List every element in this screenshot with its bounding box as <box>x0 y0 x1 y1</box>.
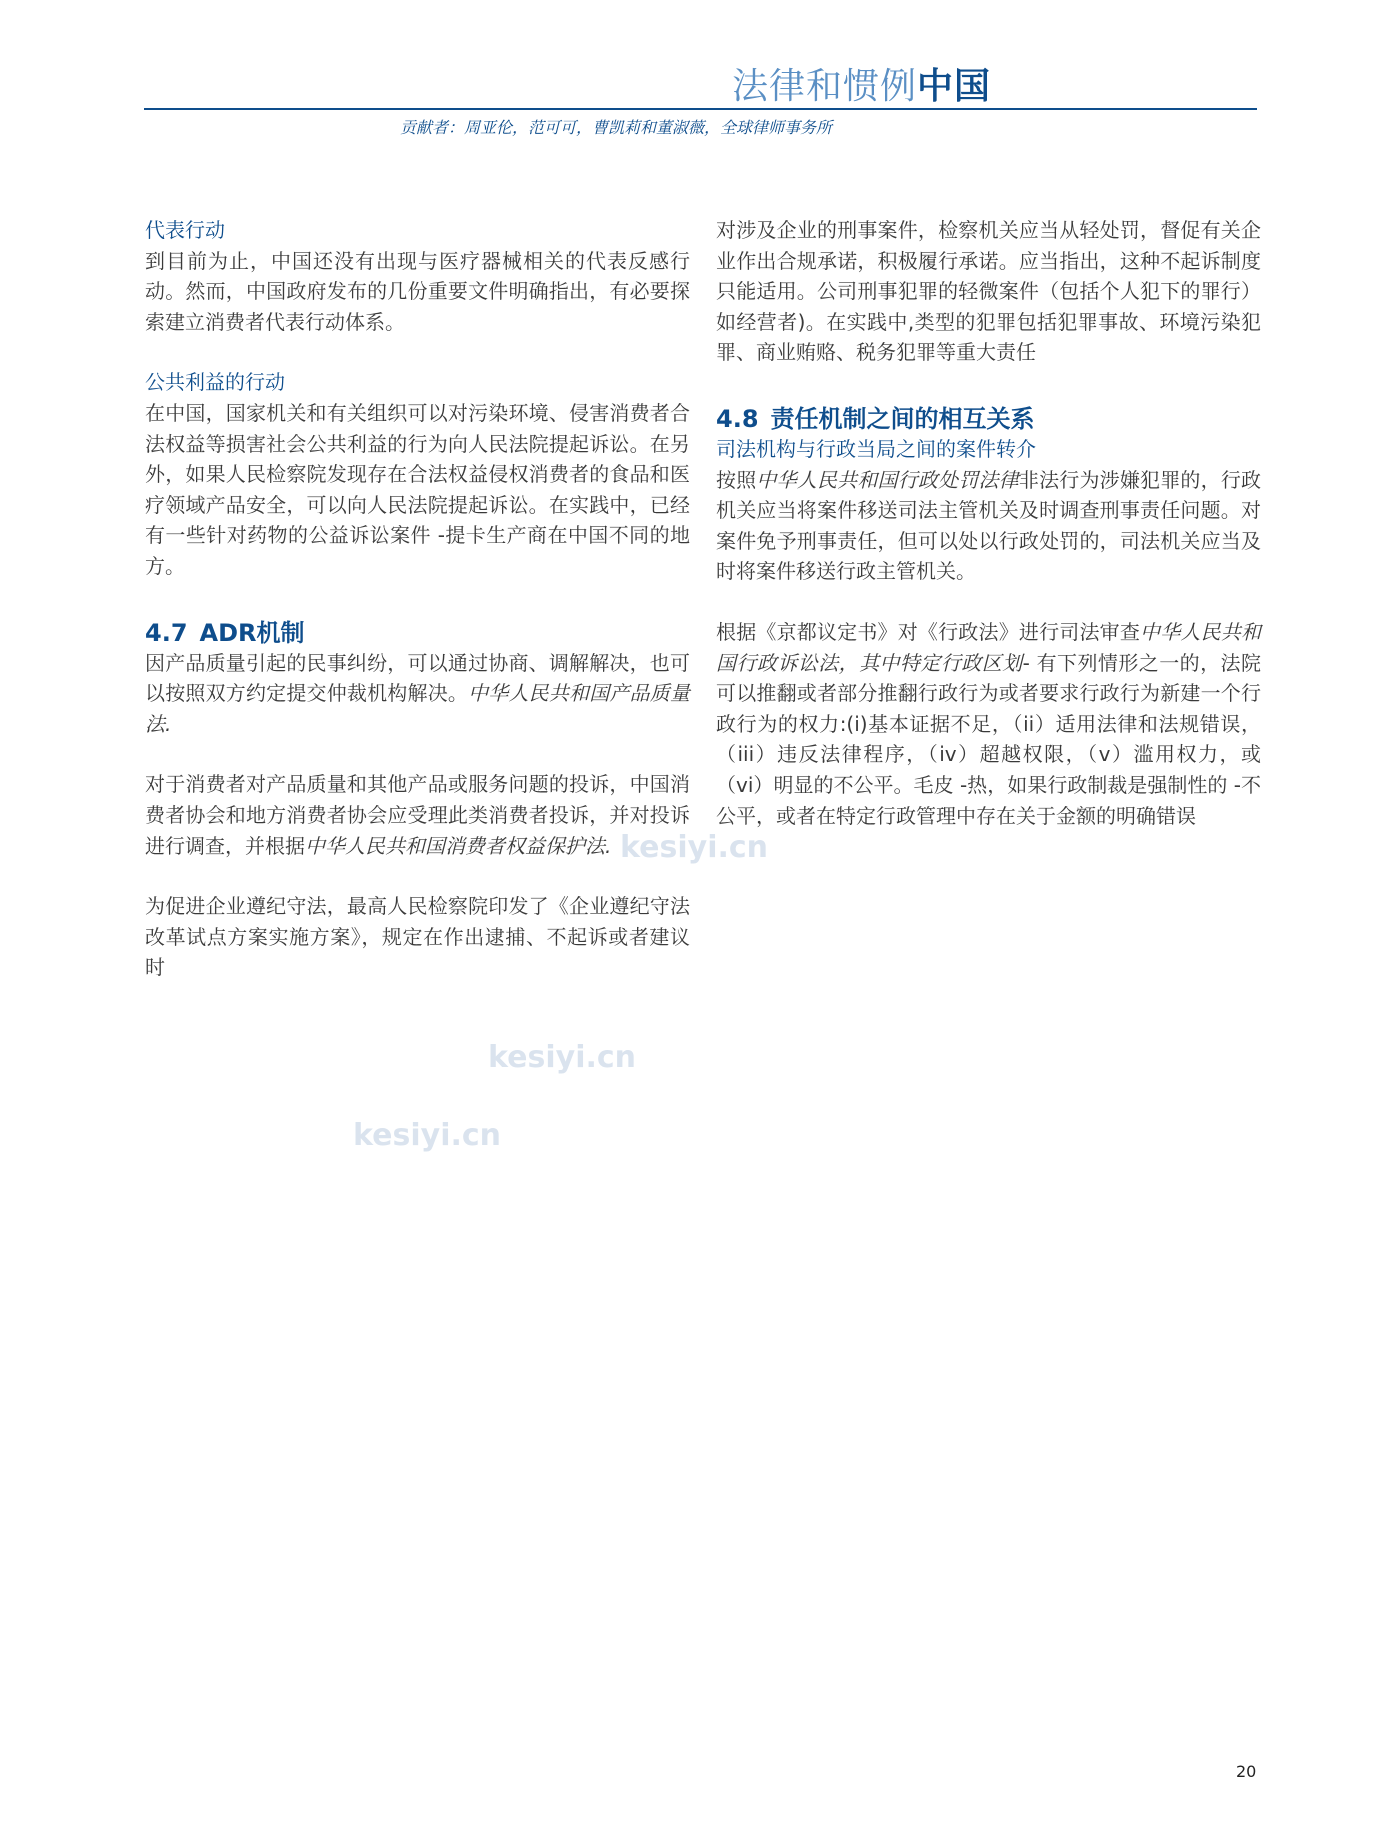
representative-action-body: 到目前为止，中国还没有出现与医疗器械相关的代表反感行动。然而，中国政府发布的几份重要文件明确指出，有必要探索建立消费者代表行动体系。 <box>145 248 690 334</box>
case-transfer-heading: 司法机构与行政当局之间的案件转介 <box>716 436 1036 461</box>
judicial-review-text-post: - 有下列情形之一的，法院可以推翻或者部分推翻行政行为或者要求行政行为新建一个行政行为的权力:(i)基本证据不足，（ii）适用法律和法规错误，（iii）违反法律程序，（iv）超越权限，（v）滥用权力，或（vi）明显的不公平。毛皮 -热，如果行政制裁是强制性的 -不公平，或者在特定行政管理中存在关于金额的明确错误 <box>716 650 1262 828</box>
watermark-text: kesiyi.cn <box>353 1118 502 1153</box>
public-interest-heading: 公共利益的行动 <box>145 370 285 395</box>
section-4-8-heading <box>716 404 1261 434</box>
judicial-review-text-pre: 根据《京都议定书》对《行政法》进行司法审查 <box>716 619 1141 644</box>
judicial-review-body <box>716 617 1261 831</box>
header-rule <box>144 108 1257 110</box>
watermark-text: kesiyi.cn <box>488 1040 637 1075</box>
header-title-plain: 法律和惯例 <box>732 66 918 107</box>
administrative-litigation-law-reference: 中华人民共和国行政诉讼法，其中特定行政区划 <box>716 619 1262 675</box>
consumer-complaint-text: 对于消费者对产品质量和其他产品或服务问题的投诉，中国消费者协会和地方消费者协会应受理此类消费者投诉，并对投诉进行调查，并根据 <box>145 772 690 858</box>
right-column <box>716 215 1261 831</box>
page-number: 20 <box>1236 1762 1257 1781</box>
header-title <box>732 58 991 109</box>
administrative-penalty-law-reference: 中华人民共和国行政处罚法律 <box>756 467 1019 492</box>
procuratorate-body: 为促进企业遵纪守法，最高人民检察院印发了《企业遵纪守法改革试点方案实施方案》，规定在作出逮捕、不起诉或者建议时 <box>145 894 690 980</box>
adr-law-reference: 中华人民共和国产品质量法. <box>145 681 691 736</box>
consumer-law-reference: 中华人民共和国消费者权益保护法. <box>305 833 612 858</box>
section-4-7-heading <box>145 618 690 648</box>
adr-body-text: 因产品质量引起的民事纠纷，可以通过协商、调解解决，也可以按照双方约定提交仲裁机构解决。 <box>145 650 690 706</box>
case-transfer-text-post: 非法行为涉嫌犯罪的，行政机关应当将案件移送司法主管机关及时调查刑事责任问题。对案件免予刑事责任，但可以处以行政处罚的，司法机关应当及时将案件移送行政主管机关。 <box>716 467 1262 584</box>
adr-body <box>145 648 690 740</box>
header-title-accent: 中国 <box>917 66 992 107</box>
public-interest-body: 在中国，国家机关和有关组织可以对污染环境、侵害消费者合法权益等损害社会公共利益的行为向人民法院提起诉讼。在另外，如果人民检察院发现存在合法权益侵权消费者的食品和医疗领域产品安全，可以向人民法院提起诉讼。在实践中，已经有一些针对药物的公益诉讼案件 -提卡生产商在中国不同的地方。 <box>145 400 690 578</box>
watermark-text: kesiyi.cn <box>620 830 769 865</box>
case-transfer-text-pre: 按照 <box>716 467 757 492</box>
section-4-8-number: 4.8 <box>716 404 759 433</box>
section-4-7-title: ADR机制 <box>199 618 305 647</box>
representative-action-heading: 代表行动 <box>145 218 225 242</box>
consumer-complaint-body <box>145 769 690 861</box>
case-transfer-body <box>716 465 1261 587</box>
left-column <box>145 215 690 983</box>
section-4-7-number: 4.7 <box>145 618 188 647</box>
continued-body: 对涉及企业的刑事案件，检察机关应当从轻处罚，督促有关企业作出合规承诺，积极履行承诺。应当指出，这种不起诉制度只能适用。公司刑事犯罪的轻微案件（包括个人犯下的罪行）如经营者)。在实践中,类型的犯罪包括犯罪事故、环境污染犯罪、商业贿赂、税务犯罪等重大责任 <box>716 218 1261 365</box>
section-4-8-title: 责任机制之间的相互关系 <box>770 404 1035 433</box>
contributors-line: 贡献者：周亚伦，范可可，曹凯莉和董淑薇，全球律师事务所 <box>400 118 833 137</box>
